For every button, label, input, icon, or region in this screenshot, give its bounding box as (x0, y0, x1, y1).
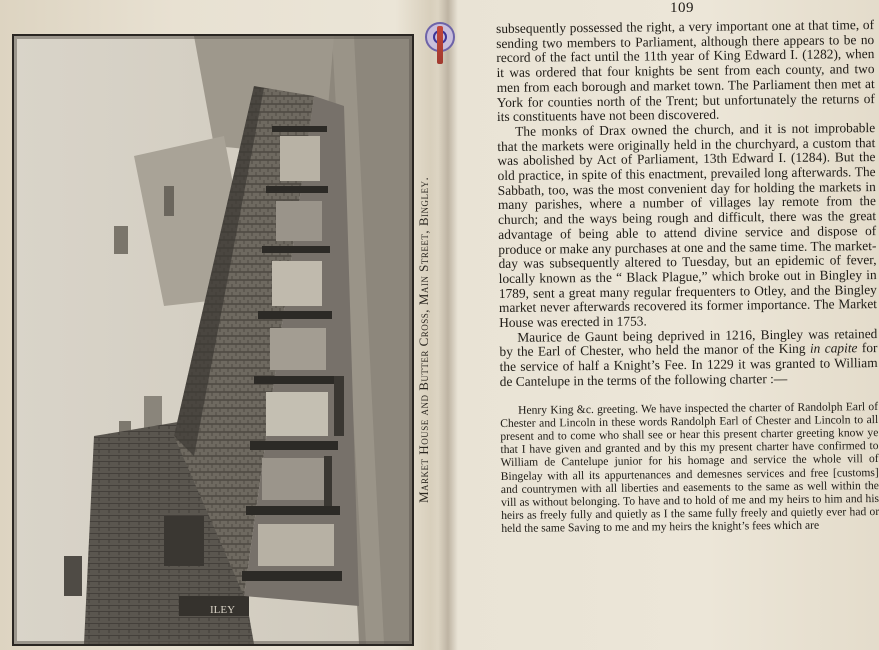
paragraph-text: for the service of half a Knight’s Fee. In 1229 it was granted to William de Cantelupe in the terms of the following charter :— (499, 340, 878, 389)
body-text (496, 18, 879, 536)
bookmark-pin (437, 26, 443, 64)
left-page (0, 0, 430, 650)
chimney (114, 226, 128, 254)
post (324, 456, 332, 506)
photograph-plate (12, 34, 414, 646)
shop-window (164, 516, 204, 566)
paragraph (499, 327, 878, 390)
charter-quote: Henry King &c. greeting. We have inspected the charter of Randolph Earl of Chester and Lincoln in these words Randolph Earl of Chester and Lincoln to all present and to come who shall see or hear this present charter greeting know ye that I have given and granted and by this my present charter have confirmed to William de Cantelupe junior for his homage and service the whole vill of Bingelay with all its appurtenances and demesnes services and free [customs] and countrymen with all liberties and easements to the same as well within the vill as without belonging. To have and to hold of me and my heirs to him and his heirs as freely fully and quietly as I the same fully freely and quietly ever had or held the same Saving to me and my heirs the knight’s fees which are (500, 399, 879, 536)
paragraph: subsequently possessed the right, a very important one at that time, of sending two members to Parliament, although there appears to be no record of the fact until the 11th year of King Edward I. (1282), when it was ordered that four knights be sent from each county, and two men from each borough and market town. The Parliament then met at York for counties north of the Trent; but unfortunately the returns of its constituents have not been discovered. (495, 17, 875, 125)
paragraph: The monks of Drax owned the church, and it is not improbable that the markets were originally held in the churchyard, a custom that was abolished by Act of Parliament, 13th Edward I. (1284). But the old practice, in spite of this enactment, prevailed long afterwards. The Sabbath, too, was the most convenient day for holding the markets in many parishes, where a number of villages lay remote from the church; and the ways being rough and difficult, there was the great advantage of being able to attend divine service and dispose of produce or make any purchases at one and the same time. The market-day was subsequently altered to Tuesday, but an epidemic of fever, locally known as the “ Black Plague,” which broke out in Bingley in 1789, sent a great many regular frequenters to Otley, and the Bingley market never afterwards recovered its former importance. The Market House was erected in 1753. (497, 119, 878, 331)
italic-phrase: in capite (809, 340, 858, 357)
shop-sign-text: ILEY (210, 604, 236, 616)
market-house-photograph (14, 36, 412, 644)
chimney (64, 556, 82, 596)
page-number: 109 (670, 0, 694, 16)
butter-cross (334, 376, 344, 436)
paragraph-text: Maurice de Gaunt being deprived in 1216, Bingley was retained by the Earl of Chester, who held the manor of the King (499, 325, 878, 360)
right-page (470, 0, 879, 650)
plate-caption: Market House and Butter Cross, Main Street, Bingley. (416, 176, 431, 504)
book-gutter (438, 0, 458, 650)
chimney (164, 186, 174, 216)
